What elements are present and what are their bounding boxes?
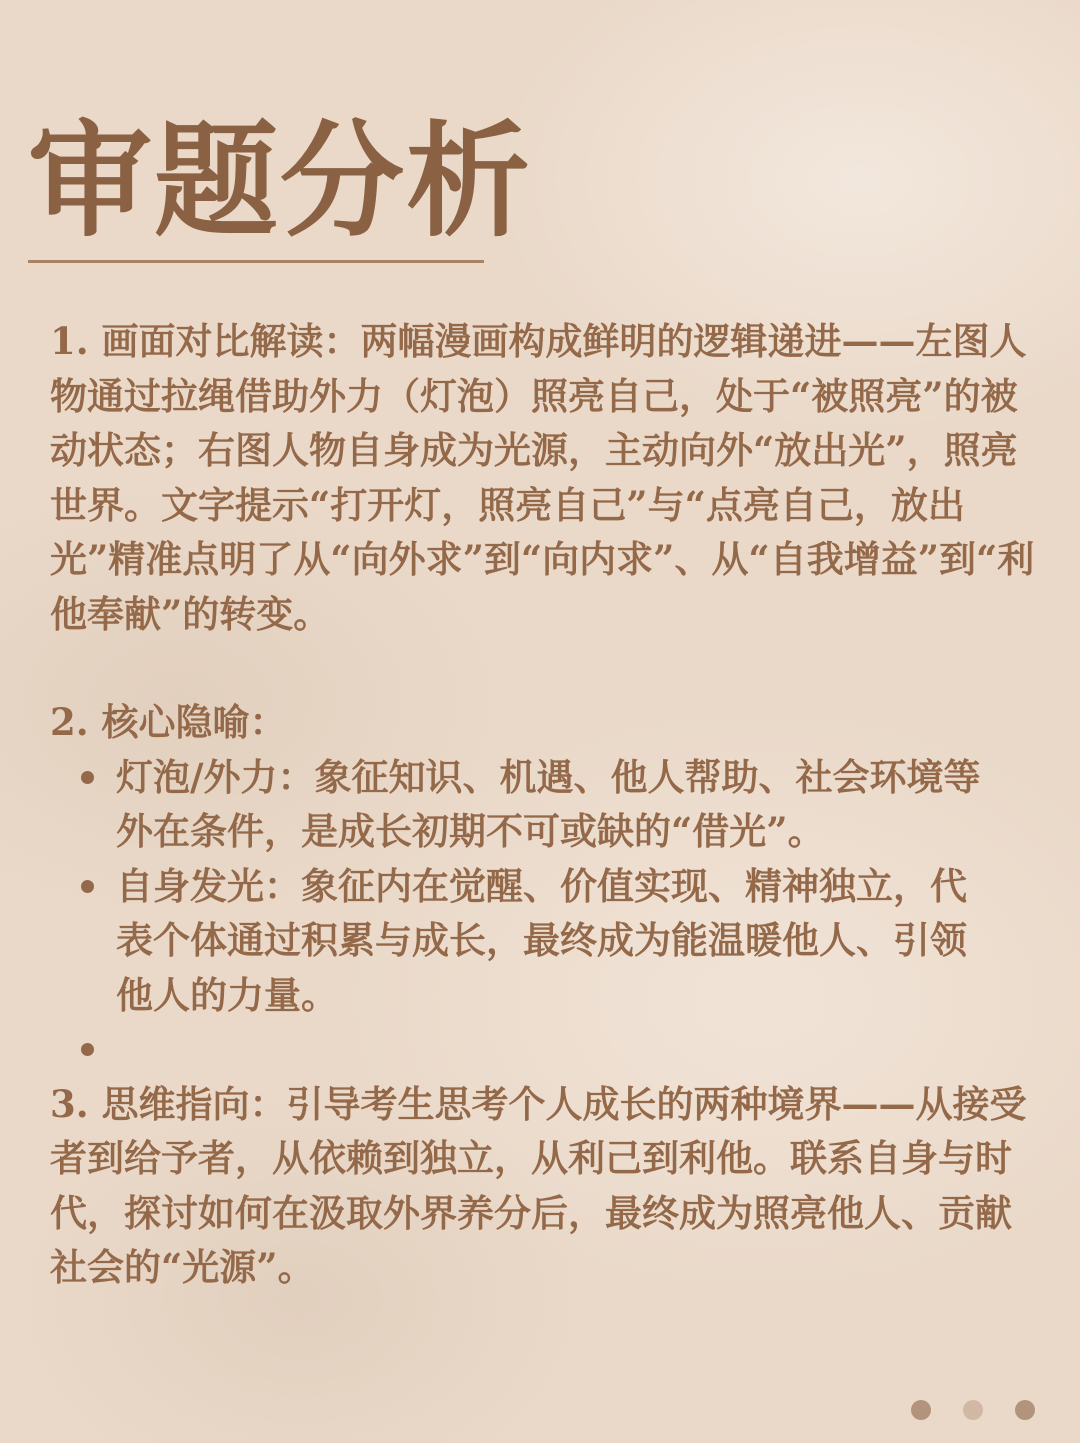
analysis-content [50, 314, 1040, 1295]
section-2-heading: 2. 核心隐喻： [50, 700, 287, 744]
list-item-text: 灯泡/外力：象征知识、机遇、他人帮助、社会环境等外在条件，是成长初期不可或缺的“借光”。 [116, 754, 981, 853]
list-item [50, 750, 1040, 859]
title-underline [28, 260, 484, 263]
page-indicator [911, 1400, 1035, 1420]
page-dot[interactable] [963, 1400, 983, 1420]
section-1-comparison: 1. 画面对比解读：两幅漫画构成鲜明的逻辑递进——左图人物通过拉绳借助外力（灯泡）照亮自己，处于“被照亮”的被动状态；右图人物自身成为光源，主动向外“放出光”，照亮世界。文字提示“打开灯，照亮自己”与“点亮自己，放出光”精准点明了从“向外求”到“向内求”、从“自我增益”到“利他奉献”的转变。 [50, 319, 1035, 636]
metaphor-list [50, 750, 1040, 1077]
section-spacer [50, 641, 1040, 695]
list-item [50, 859, 1040, 1023]
page-dot[interactable] [911, 1400, 931, 1420]
bullet-icon [81, 1043, 94, 1056]
page-title: 审题分析 [28, 109, 533, 254]
bullet-icon [81, 880, 94, 893]
page-dot[interactable] [1015, 1400, 1035, 1420]
list-item [50, 1022, 1040, 1077]
list-item-text: 自身发光：象征内在觉醒、价值实现、精神独立，代表个体通过积累与成长，最终成为能温暖他人、引领他人的力量。 [116, 863, 967, 1017]
bullet-icon [81, 771, 94, 784]
section-3-direction: 3. 思维指向：引导考生思考个人成长的两种境界——从接受者到给予者，从依赖到独立，从利己到利他。联系自身与时代，探讨如何在汲取外界养分后，最终成为照亮他人、贡献社会的“光源”。 [50, 1081, 1027, 1289]
